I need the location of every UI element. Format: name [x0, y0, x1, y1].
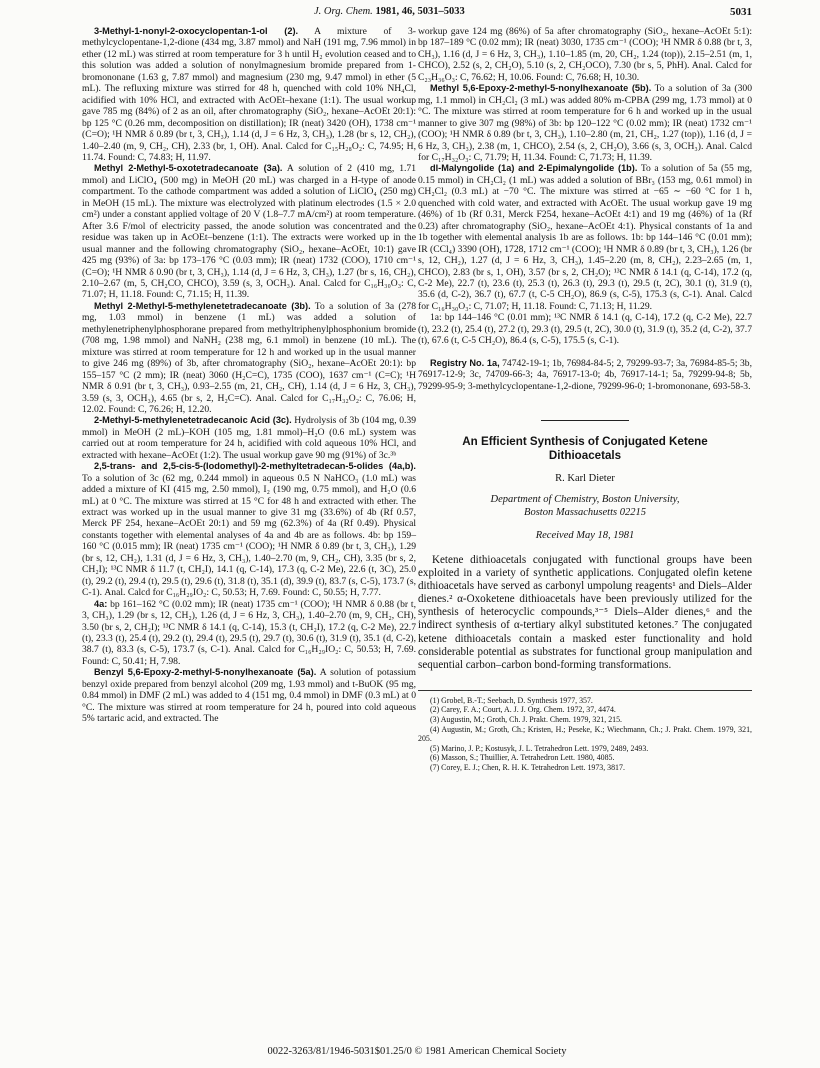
footnotes: [418, 696, 752, 773]
footnote: (1) Grobel, B.-T.; Seebach, D. Synthesis 1977, 357.: [430, 695, 593, 705]
paragraph: 1a: bp 144–146 °C (0.01 mm); ¹³C NMR δ 14.1 (q, C-14), 17.2 (q, C-2 Me), 22.7 (t), 23.2 (t), 25.4 (t), 27.2 (t), 29.3 (t), 29.5 (t, 2C), 30.0 (t), 31.9 (t), 35.2 (d, C-2), 37.7 (t), 67.6 (t, C-5 CH₂O), 86.4 (s, C-5), 175.5 (s, C-1).: [418, 312, 752, 347]
journal-citation: J. Org. Chem. 1981, 46, 5031–5033: [314, 6, 465, 17]
author-affiliation: [418, 493, 752, 519]
paragraph: 3-Methyl-1-nonyl-2-oxocyclopentan-1-ol (2). A mixture of 3-methylcyclopentane-1,2-dione (434 mg, 3.87 mmol) and NaH (191 mg, 7.96 mmol) in ether (12 mL) was stirred at room temperature for 3 h until H₂ evolution ceased and to this solution was added a solution of nonylmagnesium bromide prepared from 1-bromononane (1.63 g, 7.87 mmol) and magnesium (230 mg, 9.47 mmol) in ether (5 mL). The refluxing mixture was stirred for 48 h, quenched with cold 10% NH₄Cl, acidified with 10% HCl, and extracted with AcOEt–hexane (1:1). The usual workup gave 785 mg (84%) of 2 as an oil, after chromatography (SiO₂, hexane–AcOEt 20:1): bp 125 °C (0.26 mm, decomposition on distillation); IR (neat) 3420 (OH), 1738 cm⁻¹ (C=O); ¹H NMR δ 0.89 (br t, 3, CH₃), 1.14 (d, J = 6 Hz, 3, CH₃), 1.28 (br s, 12, CH₂), 1.40–2.40 (m, 9, CH₂, CH), 2.33 (br, 1, OH). Anal. Calcd for C₁₅H₂₈O₂: C, 74.95; H, 11.74. Found: C, 74.83; H, 11.97.: [82, 26, 416, 163]
article-title: An Efficient Synthesis of Conjugated Ketene Dithioacetals: [462, 435, 708, 463]
paragraph: Methyl 2-Methyl-5-oxotetradecanoate (3a). A solution of 2 (410 mg, 1.71 mmol) and LiClO₄ (500 mg) in MeOH (20 mL) was charged in a H-type of anode compartment. To the cathode compartment was added a solution of LiClO₄ (250 mg) in MeOH (15 mL). The mixture was electrolyzed with platinum electrodes (1.5 × 2.0 cm²) under a constant applied voltage of 20 V (1.8–7.7 mA/cm²) at room temperature. After 3.6 F/mol of electricity passed, the anode solution was concentrated and the residue was taken up in AcOEt–benzene (1:1). The extracts were worked up in the usual manner and the following chromatography (SiO₂, hexane–AcOEt, 10:1) gave 425 mg (93%) of 3a: bp 173–176 °C (0.03 mm); IR (neat) 1732 (COO), 1710 cm⁻¹ (C=O); ¹H NMR δ 0.90 (br t, 3, CH₃), 1.14 (d, J = 6 Hz, 3, CH₃), 1.27 (br s, 16, CH₂), 2.10–2.67 (m, 5, CH₂CO, CHCO), 3.59 (s, 3, OCH₃). Anal. Calcd for C₁₆H₃₀O₃: C, 71.07; H, 11.18. Found: C, 71.15; H, 11.39.: [82, 163, 416, 301]
article-author: R. Karl Dieter: [555, 473, 615, 485]
paragraph: 4a: bp 161–162 °C (0.02 mm); IR (neat) 1735 cm⁻¹ (COO); ¹H NMR δ 0.88 (br t, 3, CH₃), 1.29 (br s, 12, CH₂), 1.26 (d, J = 6 Hz, 3, CH₃), 1.40–2.70 (m, 9, CH₂, CH), 3.50 (br s, 2, CH₂I); ¹³C NMR δ 14.1 (q, C-14), 15.3 (t, CH₂I), 17.2 (q, C-2 Me), 22.7 (t), 23.3 (t), 25.4 (t), 29.2 (t), 29.4 (t), 29.5 (t), 29.7 (t), 30.6 (t), 31.9 (t), 35.1 (d, C-2), 38.7 (t), 83.3 (s, C-5), 173.7 (s, C-1). Anal. Calcd for C₁₆H₂₉IO₂: C, 50.53; H, 7.69. Found: C, 50.41; H, 7.98.: [82, 598, 416, 667]
footnote: (2) Carey, F. A.; Court, A. J. J. Org. Chem. 1972, 37, 4474.: [430, 705, 616, 715]
paragraph: 2,5-trans- and 2,5-cis-5-(Iodomethyl)-2-methyltetradecan-5-olides (4a,b). To a solution of 3c (62 mg, 0.244 mmol) in aqueous 0.5 N NaHCO₃ (1.0 mL) was added a mixture of KI (415 mg, 2.50 mmol), I₂ (190 mg, 0.75 mmol), and H₂O (0.6 mL) at 0 °C. The mixture was stirred at 15 °C for 48 h and extracted with ether. The extract was worked up in the usual manner to give 31 mg (33.6%) of 4b (Rf 0.57, Merck PF 254, hexane–AcOEt 20:1) and 59 mg (62.3%) of 4a (Rf 0.49). Physical constants together with elemental analyses of 4a and 4b are as follows. 4b: bp 159–160 °C (0.015 mm); IR (neat) 1735 cm⁻¹ (COO); ¹H NMR δ 0.89 (br t, 3, CH₃), 1.29 (br s, 12, CH₂), 1.31 (d, J = 6 Hz, 3, CH₃), 1.40–2.70 (m, 9, CH₂, CH), 3.35 (br s, 2, CH₂I); ¹³C NMR δ 11.7 (t, CH₂I), 14.1 (q, C-14), 17.3 (q, C-2 Me), 22.6 (t, 3C), 25.0 (t), 29.2 (t), 29.4 (t), 29.5 (t), 29.6 (t), 31.8 (t), 35.1 (d), 39.9 (t), 83.7 (s, C-5), 173.7 (s, C-1). Anal. Calcd for C₁₆H₂₉IO₂: C, 50.53; H, 7.69. Found: C, 50.55; H, 7.77.: [82, 461, 416, 599]
affiliation-line: Department of Chemistry, Boston University,: [490, 493, 680, 505]
footnote: (5) Marino, J. P.; Kostusyk, J. L. Tetrahedron Lett. 1979, 2489, 2493.: [430, 743, 649, 753]
paragraph: workup gave 124 mg (86%) of 5a after chromatography (SiO₂, hexane–AcOEt 5:1): bp 187–189 °C (0.02 mm); IR (neat) 3030, 1735 cm⁻¹ (COO); ¹H NMR δ 0.88 (br t, 3, CH₃), 1.16 (d, J = 6 Hz, 3, CH₃), 1.10–1.85 (m, 20, CH₂, 1.24 (top)), 2.15–2.51 (m, 1, CHCO), 2.52 (s, 2, CH₂O), 5.10 (s, 2, CH₂OCO), 7.30 (br s, 5, PhH). Anal. Calcd for C₂₃H₃₆O₃: C, 76.62; H, 10.06. Found: C, 76.68; H, 10.30.: [418, 26, 752, 83]
running-header: [82, 6, 752, 24]
footnote: (6) Masson, S.; Thuillier, A. Tetrahedron Lett. 1980, 4085.: [430, 753, 615, 763]
page-footer: 0022-3263/81/1946-5031$01.25/0 © 1981 American Chemical Society: [267, 1046, 567, 1057]
footnote: (3) Augustin, M.; Groth, Ch. J. Prakt. Chem. 1979, 321, 215.: [430, 714, 623, 724]
paragraph: Methyl 2-Methyl-5-methylenetetradecanoate (3b). To a solution of 3a (278 mg, 1.03 mmol) in benzene (1 mL) was added a solution of methylenetriphenylphosphorane prepared from methyltriphenylphosphonium bromide (708 mg, 1.98 mmol) and NaNH₂ (238 mg, 6.1 mmol) in benzene (10 mL). The mixture was stirred at room temperature for 12 h and worked up in the usual manner to give 246 mg (89%) of 3b, after chromatography (SiO₂, hexane–AcOEt 20:1): bp 155–157 °C (2 mm); IR (neat) 3060 (H₂C=C), 1735 (COO), 1637 cm⁻¹ (C=C); ¹H NMR δ 0.91 (br t, 3, CH₃), 0.93–2.55 (m, 21, CH₂, CH), 1.14 (d, J = 6 Hz, 3, CH₃), 3.59 (s, 3, OCH₃), 4.65 (br s, 2, H₂C=C). Anal. Calcd for C₁₇H₃₂O₂: C, 76.06; H, 12.02. Found: C, 76.26; H, 12.20.: [82, 300, 416, 415]
right-column: [418, 26, 752, 773]
footnote: (7) Corey, E. J.; Chen, R. H. K. Tetrahedron Lett. 1973, 3817.: [430, 762, 625, 772]
section-divider: [541, 420, 629, 421]
paragraph: 2-Methyl-5-methylenetetradecanoic Acid (3c). Hydrolysis of 3b (104 mg, 0.39 mmol) in MeOH (2 mL)–KOH (105 mg, 1.81 mmol)–H₂O (0.6 mL) system was carried out at room temperature for 24 h, acidified with cold aqueous 10% HCl, and extracted with hexane–AcOEt (1:2). The usual workup gave 90 mg (91%) of 3c.³ᵇ: [82, 415, 416, 461]
footnote: (4) Augustin, M.; Groth, Ch.; Kristen, H.; Peseke, K.; Wiechmann, Ch.; J. Prakt. Chem. 1979, 321, 205.: [418, 724, 752, 744]
footnote-divider: [418, 690, 752, 691]
paragraph: Benzyl 5,6-Epoxy-2-methyl-5-nonylhexanoate (5a). A solution of potassium benzyl oxide prepared from benzyl alcohol (209 mg, 1.93 mmol) and t-BuOK (95 mg, 0.84 mmol) in DMF (2 mL) was added to 4 (151 mg, 0.4 mmol) in DMF (0.3 mL) at 0 °C. The mixture was stirred at room temperature for 24 h, poured into cold aqueous 5% tartaric acid, and extracted. The: [82, 667, 417, 725]
left-column: [82, 26, 416, 725]
intro-paragraph: Ketene dithioacetals conjugated with functional groups have been exploited in a variety of synthetic applications. Conjugated olefin ketene dithioacetals have served as carbonyl umpolung reagents¹ and Diels–Alder dienes.² α-Oxoketene dithioacetals have been previously utilized for the synthesis of heterocyclic compounds,³⁻⁵ Diels–Alder dienes,⁶ and the indirect synthesis of α-tertiary alkyl substituted ketones.⁷ The conjugated ketene dithioacetals contain a masked ester functionality and hold considerable potential as substrates for functional group manipulation and sequential carbon–carbon bond-forming transformations.: [418, 553, 752, 671]
paragraph: dl-Malyngolide (1a) and 2-Epimalyngolide (1b). To a solution of 5a (55 mg, 0.15 mmol) in CH₂Cl₂ (1 mL) was added a solution of BBr₃ (153 mg, 0.61 mmol) in CH₂Cl₂ (0.3 mL) at −70 °C. The mixture was stirred at −65 ∼ −60 °C for 1 h, quenched with cold water, and extracted with AcOEt. The usual workup gave 19 mg (46%) of 1b (Rf 0.31, Merck F254, hexane–AcOEt 4:1) and 19 mg (46%) of 1a (Rf 0.23) after chromatography (SiO₂, hexane–AcOEt 4:1). Physical constants of 1a and 1b together with elemental analysis 1b are as follows. 1b: bp 144–146 °C (0.01 mm); IR (CCl₄) 3390 (OH), 1728, 1712 cm⁻¹ (COO); ¹H NMR δ 0.89 (br t, 3, CH₃), 1.26 (br s, 12, CH₂), 1.27 (d, J = 6 Hz, 3, CH₃), 1.45–2.20 (m, 8, CH₂), 2.23–2.65 (m, 1, CHCO), 2.83 (br s, 1, OH), 3.57 (br s, 2, CH₂O); ¹³C NMR δ 14.1 (q, C-14), 17.2 (q, C-2 Me), 22.7 (t), 23.6 (t), 25.3 (t), 26.3 (t), 29.3 (t), 29.5 (t, 2C), 30.1 (t), 31.9 (t), 35.6 (d, C-2), 36.7 (t), 67.7 (t, C-5 CH₂O), 86.9 (s, C-5), 175.3 (s, C-1). Anal. Calcd for C₁₆H₃₀O₃: C, 71.07; H, 11.18. Found: C, 71.13; H, 11.29.: [418, 163, 752, 312]
affiliation-line: Boston Massachusetts 02215: [524, 506, 646, 518]
page-number: 5031: [730, 6, 752, 18]
paragraph: Methyl 5,6-Epoxy-2-methyl-5-nonylhexanoate (5b). To a solution of 3a (300 mg, 1.1 mmol) in CH₂Cl₂ (3 mL) was added 80% m-CPBA (299 mg, 1.73 mmol) at 0 °C. The mixture was stirred at room temperature for 6 h and worked up in the usual manner to give 307 mg (98%) of 3b: bp 120–122 °C (0.02 mm); IR (neat) 1732 cm⁻¹ (COO); ¹H NMR δ 0.89 (br t, 3, CH₃), 1.10–2.80 (m, 21, CH₂, 1.27 (top)), 1.16 (d, J = 6 Hz, 3, CH₃), 2.38 (m, 1, CHCO), 2.54 (s, 2, CH₂O), 3.66 (s, 3, OCH₃). Anal. Calcd for C₁₇H₃₂O₃: C, 71.79; H, 11.34. Found: C, 71.73; H, 11.39.: [418, 83, 753, 163]
received-date: Received May 18, 1981: [535, 529, 635, 541]
registry-paragraph: Registry No. 1a, 74742-19-1; 1b, 76984-84-5; 2, 79299-93-7; 3a, 76984-85-5; 3b, 76917-12-9; 3c, 74709-66-3; 4a, 76917-13-0; 4b, 76917-14-1; 5a, 79299-94-8; 5b, 79299-95-9; 3-methylcyclopentane-1,2-dione, 79299-96-0; 1-bromononane, 693-58-3.: [418, 357, 752, 392]
